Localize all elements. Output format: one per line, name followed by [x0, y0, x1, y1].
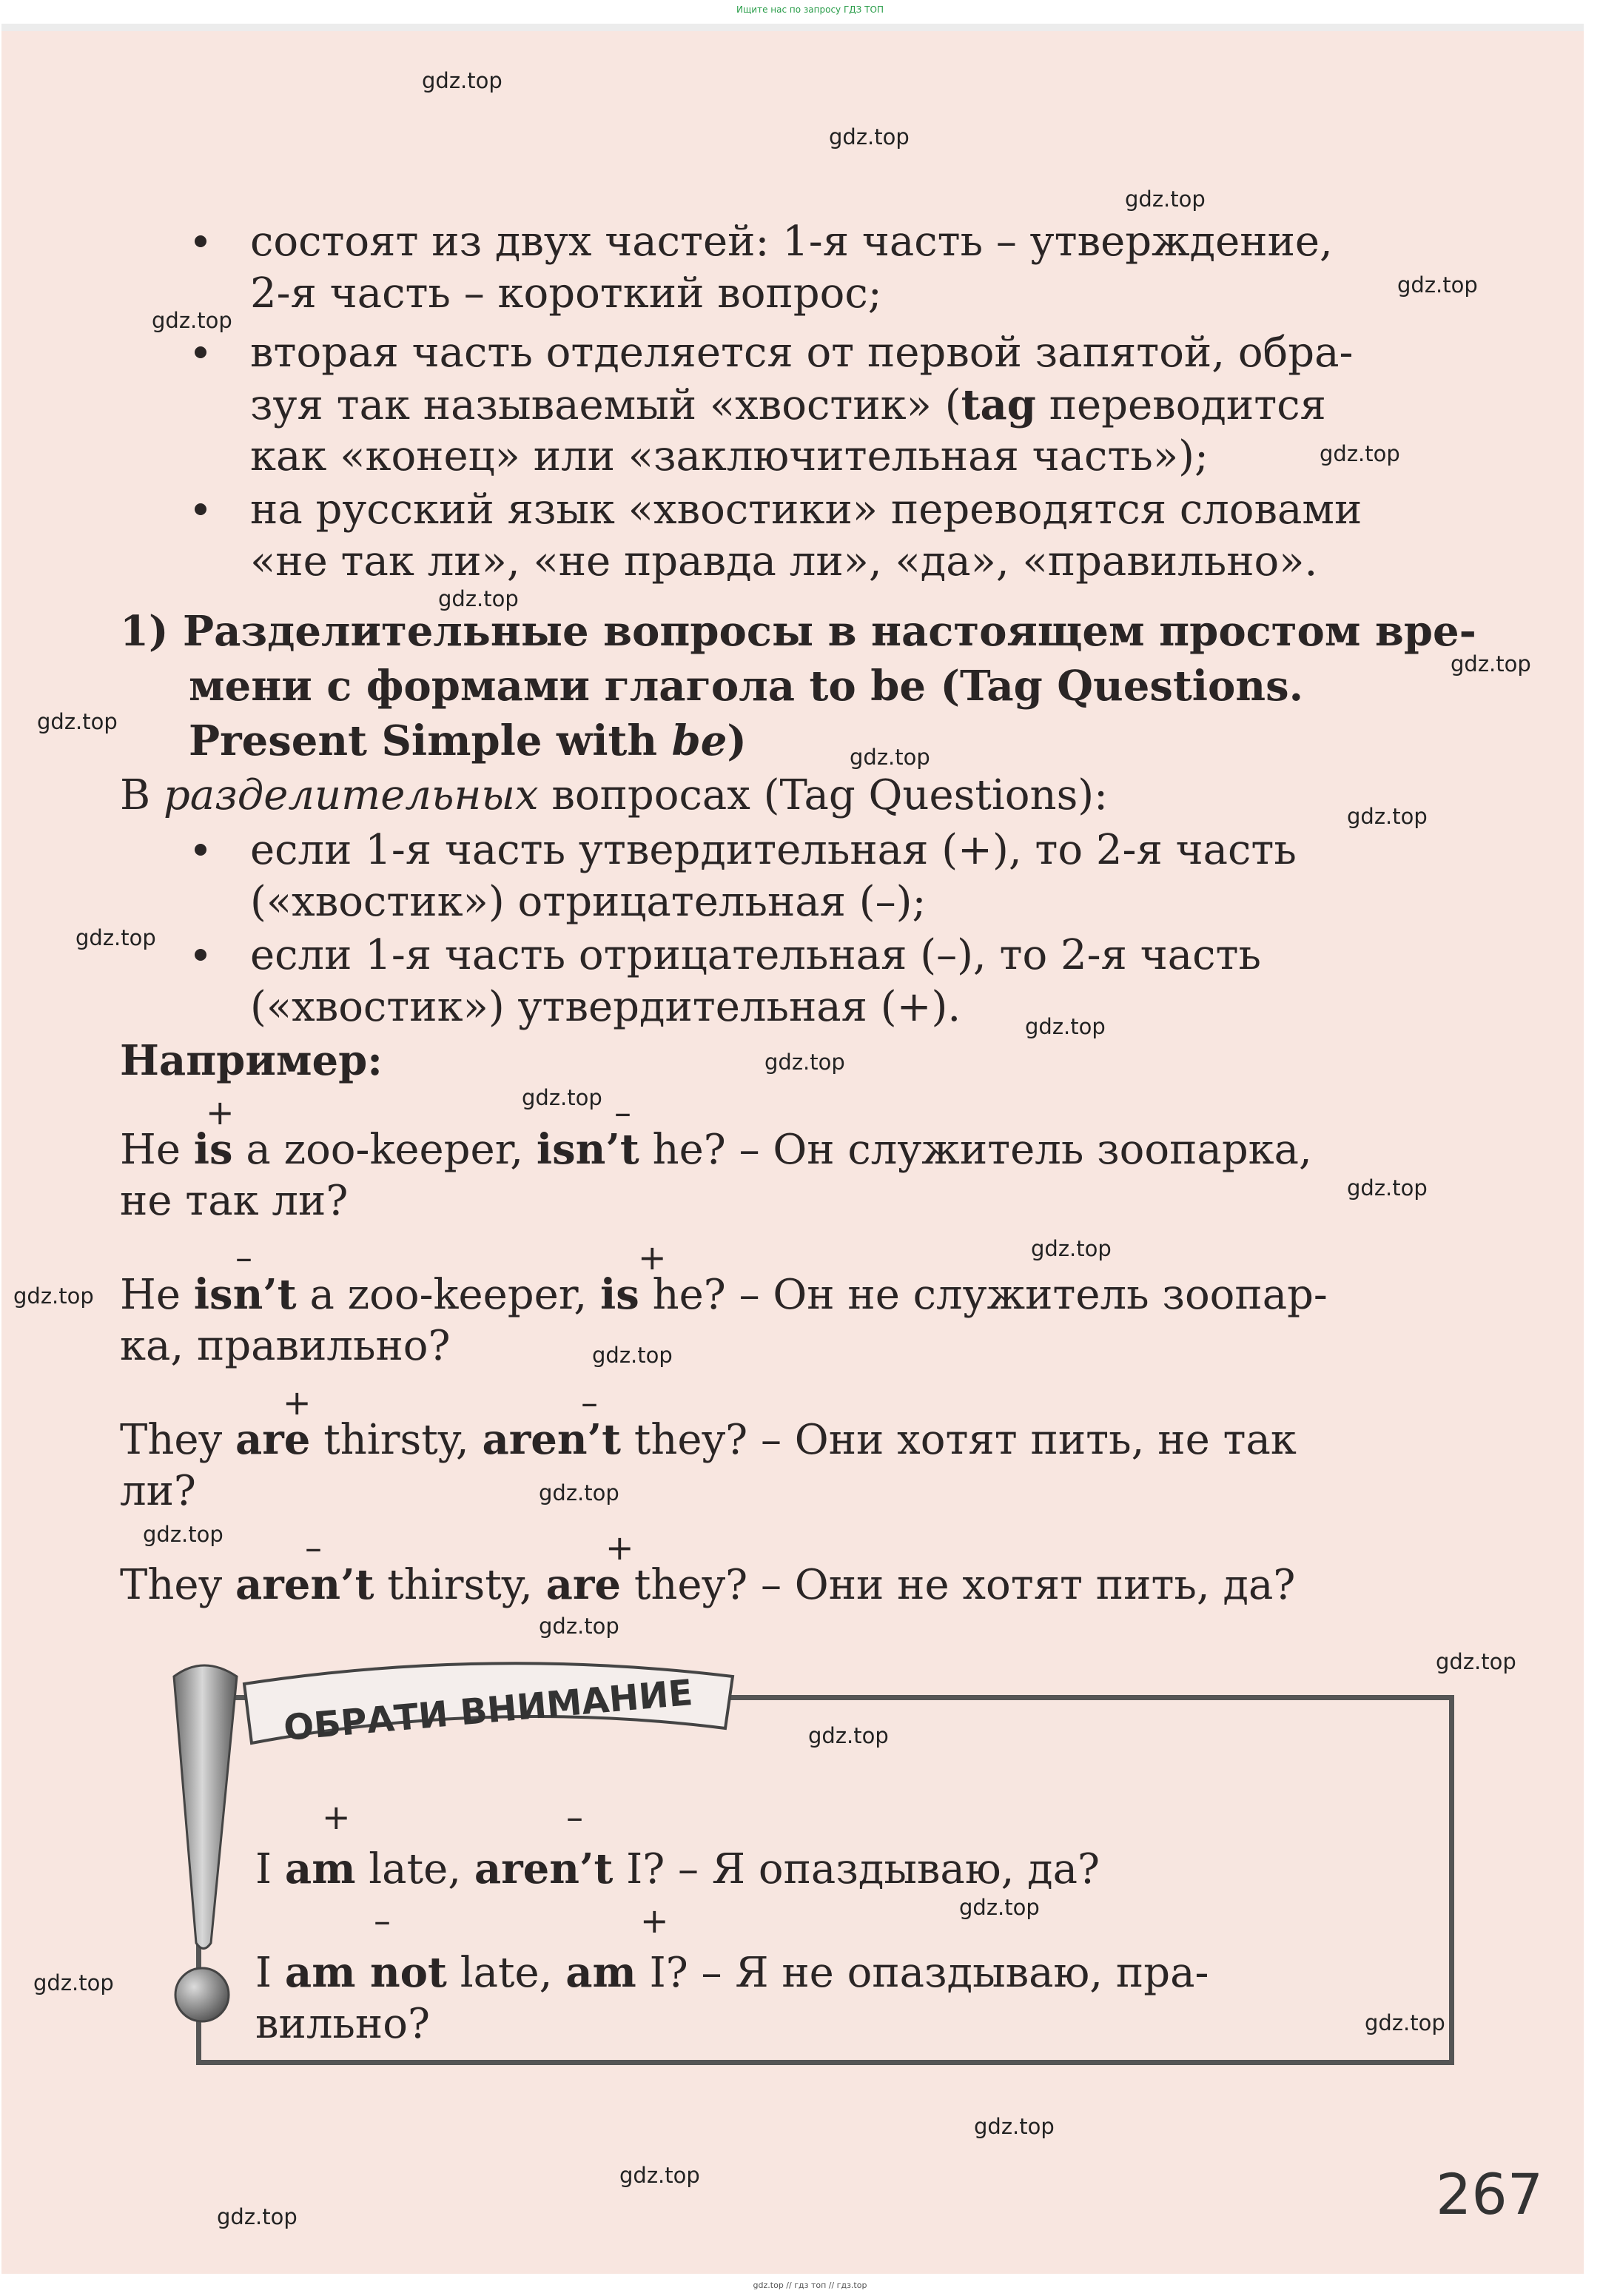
section-heading-line1: 1) Разделительные вопросы в настоящем простом вре-: [120, 607, 1476, 656]
watermark: gdz.top: [539, 1614, 619, 1639]
intro-line: В разделительных вопросах (Tag Questions):: [120, 771, 1109, 819]
watermark: gdz.top: [217, 2204, 298, 2229]
section-heading-line2: мени с формами глагола to be (Tag Questions.: [189, 662, 1304, 711]
watermark: gdz.top: [1031, 1236, 1112, 1261]
watermark: gdz.top: [13, 1283, 94, 1309]
minus-sign: –: [305, 1528, 322, 1568]
page-number: 267: [1436, 2161, 1544, 2227]
note-example1: I am late, aren’t I? – Я опаздываю, да?: [255, 1844, 1100, 1893]
watermark: gdz.top: [33, 1970, 114, 1995]
plus-sign: +: [322, 1797, 351, 1837]
bullet-icon: [195, 346, 206, 358]
watermark: gdz.top: [1125, 187, 1206, 212]
watermark: gdz.top: [974, 2114, 1055, 2139]
plus-sign: +: [283, 1383, 312, 1423]
exclamation-icon: [159, 1654, 248, 2039]
example-label: Например:: [120, 1036, 383, 1085]
minus-sign: –: [374, 1901, 391, 1941]
example4-line1: They aren’t thirsty, are they? – Они не хотят пить, да?: [120, 1560, 1296, 1609]
minus-sign: –: [614, 1092, 631, 1132]
watermark: gdz.top: [522, 1085, 602, 1110]
watermark: gdz.top: [1347, 1175, 1428, 1201]
watermark: gdz.top: [422, 68, 503, 93]
plus-sign: +: [206, 1092, 235, 1132]
example2-line1: He isn’t a zoo-keeper, is he? – Он не служитель зоопар-: [120, 1270, 1328, 1319]
attention-banner-text: ОБРАТИ ВНИМАНИЕ: [282, 1671, 695, 1750]
section-heading-line3: Present Simple with be): [189, 716, 747, 765]
watermark: gdz.top: [143, 1522, 223, 1547]
bullet2-line2: зуя так называемый «хвостик» (tag переводится: [250, 380, 1326, 429]
minus-sign: –: [581, 1383, 598, 1423]
example1-line1: He is a zoo-keeper, isn’t he? – Он служитель зоопарка,: [120, 1125, 1312, 1174]
bullet2-line1: вторая часть отделяется от первой запятой, обра-: [250, 329, 1354, 377]
example3-line2: ли?: [120, 1467, 196, 1515]
bullet-icon: [195, 949, 206, 961]
watermark: gdz.top: [438, 586, 519, 611]
example2-line2: ка, правильно?: [120, 1322, 451, 1370]
top-banner: Ищите нас по запросу ГДЗ ТОП: [736, 4, 884, 15]
bullet-icon: [195, 844, 206, 856]
watermark: gdz.top: [539, 1480, 619, 1506]
watermark: gdz.top: [850, 745, 930, 770]
watermark: gdz.top: [1397, 272, 1478, 298]
bullet2-line3: как «конец» или «заключительная часть»);: [250, 432, 1209, 480]
watermark: gdz.top: [1025, 1014, 1106, 1039]
bullet1-line1: состоят из двух частей: 1-я часть – утверждение,: [250, 218, 1333, 266]
rule1-line2: («хвостик») отрицательная (–);: [250, 878, 927, 926]
watermark: gdz.top: [764, 1050, 845, 1075]
watermark: gdz.top: [619, 2163, 700, 2188]
watermark: gdz.top: [152, 308, 232, 333]
watermark: gdz.top: [592, 1343, 673, 1368]
rule1-line1: если 1-я часть утвердительная (+), то 2-я часть: [250, 826, 1297, 874]
minus-sign: –: [566, 1797, 583, 1837]
attention-banner: [237, 1654, 740, 1758]
watermark: gdz.top: [1451, 651, 1531, 677]
watermark: gdz.top: [959, 1895, 1040, 1920]
minus-sign: –: [235, 1238, 252, 1278]
bullet-icon: [195, 503, 206, 515]
example3-line1: They are thirsty, aren’t they? – Они хотят пить, не так: [120, 1415, 1297, 1464]
note-example2-line2: вильно?: [255, 2000, 430, 2048]
watermark: gdz.top: [829, 124, 910, 150]
plus-sign: +: [640, 1901, 669, 1941]
bullet-icon: [195, 235, 206, 247]
watermark: gdz.top: [1320, 441, 1400, 466]
watermark: gdz.top: [1347, 804, 1428, 829]
example1-line2: не так ли?: [120, 1177, 349, 1225]
note-example2-line1: I am not late, am I? – Я не опаздываю, пра-: [255, 1948, 1209, 1997]
bullet3-line1: на русский язык «хвостики» переводятся словами: [250, 486, 1362, 534]
plus-sign: +: [605, 1528, 634, 1568]
rule2-line1: если 1-я часть отрицательная (–), то 2-я часть: [250, 931, 1261, 979]
bottom-footer: gdz.top // гдз топ // гдз.top: [0, 2275, 1620, 2296]
watermark: gdz.top: [1436, 1649, 1516, 1674]
rule2-line2: («хвостик») утвердительная (+).: [250, 983, 961, 1031]
watermark: gdz.top: [37, 709, 118, 734]
plus-sign: +: [638, 1238, 667, 1278]
watermark: gdz.top: [75, 925, 156, 950]
watermark: gdz.top: [1365, 2010, 1445, 2035]
watermark: gdz.top: [808, 1723, 889, 1748]
bullet3-line2: «не так ли», «не правда ли», «да», «правильно».: [250, 537, 1318, 585]
bullet1-line2: 2-я часть – короткий вопрос;: [250, 269, 882, 318]
